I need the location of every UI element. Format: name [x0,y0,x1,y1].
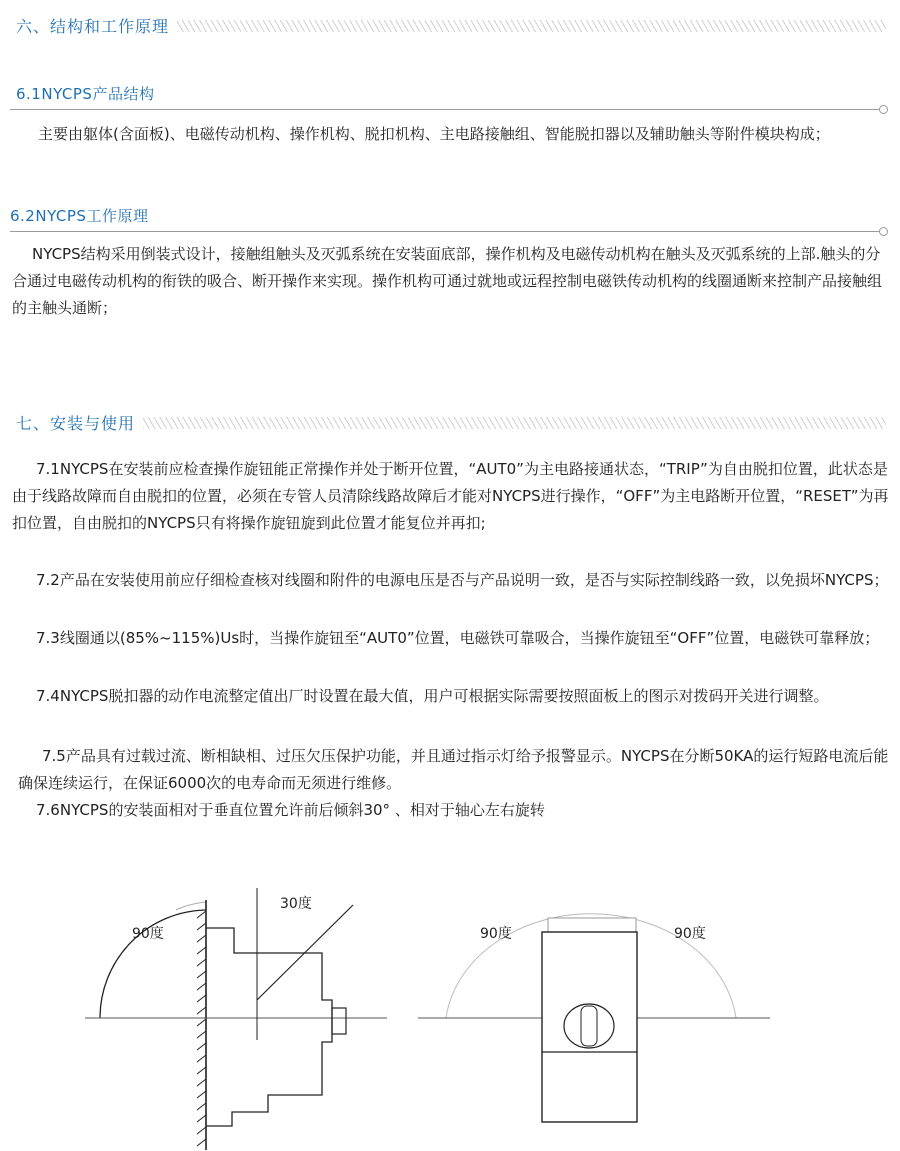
section-7-title: 七、安装与使用 [16,414,136,433]
tilt-installation-diagram [0,868,450,1151]
device-side-outline [206,928,332,1126]
item-7-4: 7.4NYCPS脱扣器的动作电流整定值出厂时设置在最大值，用户可根据实际需要按照面板上的图示对拨码开关进行调整。 [36,687,829,705]
knob-side-icon [332,1008,346,1034]
subsection-6-1-text: 主要由躯体(含面板)、电磁传动机构、操作机构、脱扣机构、主电路接触组、智能脱扣器以及辅助触头等附件模块构成； [38,125,830,143]
wall-hatching [197,911,206,1146]
device-top-cap [548,918,636,932]
subsection-6-2-rule [10,231,880,232]
label-90-degrees-left: 90度 [132,926,164,942]
label-90-degrees-left-rot: 90度 [480,926,512,942]
subsection-6-2-title: 6.2NYCPS工作原理 [10,207,149,225]
rule-end-circle-icon [879,105,888,114]
section-7-divider [143,417,886,429]
subsection-6-1-header [10,83,888,110]
section-6-divider [177,20,886,32]
item-7-1: 7.1NYCPS在安装前应检查操作旋钮能正常操作并处于断开位置，“AUT0”为主电路接通状态，“TRIP”为自由脱扣位置，此状态是由于线路故障而自由脱扣的位置，必须在专管人员清除线路故障后才能对NYCPS进行操作，“OFF”为主电路断开位置，“RESET”为再扣位置，自由脱扣的NYCPS只有将操作旋钮旋到此位置才能复位并再扣; [12,460,889,532]
subsection-6-2-header [10,205,888,232]
subsection-6-1-rule [10,109,880,110]
section-7-header [16,411,886,434]
label-90-degrees-right-rot: 90度 [674,926,706,942]
section-6-title: 六、结构和工作原理 [16,17,170,36]
item-7-3: 7.3线圈通以(85%~115%)Us时，当操作旋钮至“AUT0”位置，电磁铁可靠吸合，当操作旋钮至“OFF”位置，电磁铁可靠释放； [36,629,880,647]
item-7-6: 7.6NYCPS的安装面相对于垂直位置允许前后倾斜30° 、相对于轴心左右旋转 [36,801,545,819]
section-6-header [16,14,886,37]
rotation-installation-diagram [410,868,790,1151]
item-7-2: 7.2产品在安装使用前应仔细检查核对线圈和附件的电源电压是否与产品说明一致，是否与实际控制线路一致，以免损坏NYCPS； [36,571,889,589]
label-30-degrees: 30度 [280,896,312,912]
arc-faint [176,902,206,910]
knob-handle [581,1006,597,1046]
subsection-6-1-title: 6.1NYCPS产品结构 [16,85,155,103]
item-7-5: 7.5产品具有过载过流、断相缺相、过压欠压保护功能，并且通过指示灯给予报警显示。NYCPS在分断50KA的运行短路电流后能确保连续运行，在保证6000次的电寿命而无须进行维修。 [18,747,889,792]
rule-end-circle-icon [879,227,888,236]
subsection-6-2-text: NYCPS结构采用倒装式设计，接触组触头及灭弧系统在安装面底部，操作机构及电磁传动机构在触头及灭弧系统的上部.触头的分合通过电磁传动机构的衔铁的吸合、断开操作来实现。操作机构可通过就地或远程控制电磁铁传动机构的线圈通断来控制产品接触组的主触头通断； [12,245,883,317]
